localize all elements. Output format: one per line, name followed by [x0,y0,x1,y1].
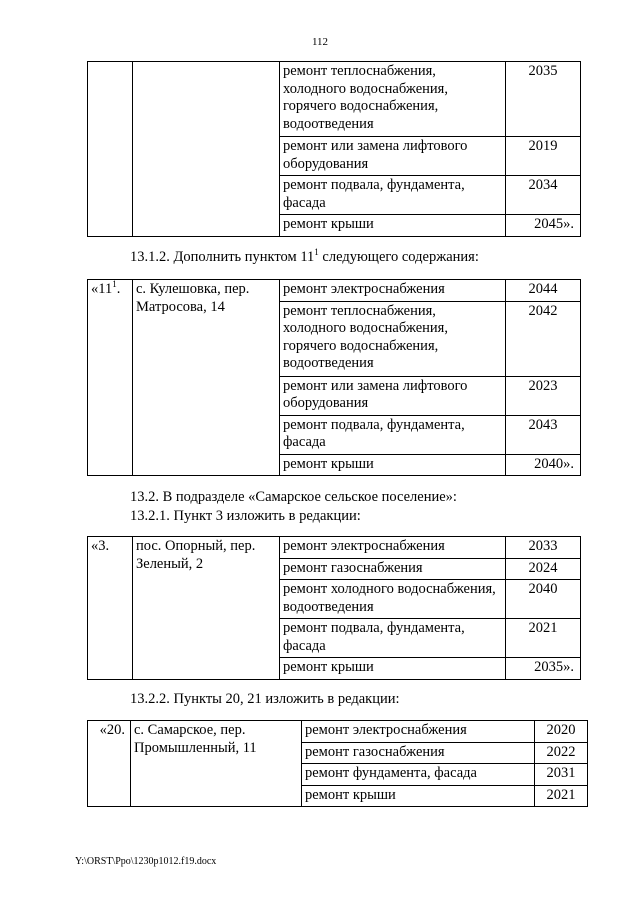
year-cell: 2043 [506,415,581,454]
year-cell: 2021 [535,785,588,807]
table-row [88,62,581,137]
table-row [88,537,581,559]
year-cell: 2040 [506,580,581,619]
num-cell: «20. [88,721,131,807]
year-cell: 2042 [506,301,581,376]
year-cell: 2044 [506,280,581,302]
table-row [88,280,581,302]
work-cell: ремонт теплоснабжения, холодного водоснабжения, горячего водоснабжения, водоотведения [280,62,506,137]
paragraph-13-1-2: 13.1.2. Дополнить пунктом $11^1$ следующего содержания: [130,247,479,265]
file-path-footer: Y:\ORST\Ppo\1230p1012.f19.docx [75,856,217,867]
year-cell: 2021 [506,619,581,658]
address-cell [133,62,280,237]
work-cell: ремонт подвала, фундамента, фасада [280,176,506,215]
work-cell: ремонт электроснабжения [280,280,506,302]
work-cell: ремонт или замена лифтового оборудования [280,376,506,415]
work-cell: ремонт подвала, фундамента, фасада [280,415,506,454]
paragraph-13-2-2: 13.2.2. Пункты 20, 21 изложить в редакции: [130,691,400,707]
address-cell: с. Кулешовка, пер. Матросова, 14 [133,280,280,476]
year-cell: 2045». [506,215,581,237]
paragraph-13-2-1: 13.2.1. Пункт 3 изложить в редакции: [130,508,361,524]
year-cell: 2040». [506,454,581,476]
work-cell: ремонт крыши [280,658,506,680]
work-cell: ремонт крыши [302,785,535,807]
table-continuation [87,61,581,237]
year-cell: 2031 [535,764,588,786]
year-cell: 2020 [535,721,588,743]
work-cell: ремонт крыши [280,454,506,476]
table-item-20 [87,720,588,807]
work-cell: ремонт крыши [280,215,506,237]
address-cell: пос. Опорный, пер. Зеленый, 2 [133,537,280,680]
table-item-3 [87,536,581,680]
work-cell: ремонт теплоснабжения, холодного водоснабжения, горячего водоснабжения, водоотведения [280,301,506,376]
work-cell: ремонт подвала, фундамента, фасада [280,619,506,658]
year-cell: 2022 [535,742,588,764]
page-number: 112 [311,36,329,48]
work-cell: ремонт холодного водоснабжения, водоотведения [280,580,506,619]
paragraph-13-2: 13.2. В подразделе «Самарское сельское поселение»: [130,489,457,505]
year-cell: 2035». [506,658,581,680]
num-cell: «$11^1$. [88,280,133,476]
work-cell: ремонт или замена лифтового оборудования [280,137,506,176]
year-cell: 2024 [506,558,581,580]
work-cell: ремонт газоснабжения [280,558,506,580]
work-cell: ремонт фундамента, фасада [302,764,535,786]
work-cell: ремонт электроснабжения [302,721,535,743]
table-row [88,721,588,743]
work-cell: ремонт электроснабжения [280,537,506,559]
num-cell: «3. [88,537,133,680]
work-cell: ремонт газоснабжения [302,742,535,764]
year-cell: 2023 [506,376,581,415]
num-cell [88,62,133,237]
year-cell: 2035 [506,62,581,137]
table-item-11-1 [87,279,581,476]
year-cell: 2034 [506,176,581,215]
year-cell: 2033 [506,537,581,559]
year-cell: 2019 [506,137,581,176]
address-cell: с. Самарское, пер. Промышленный, 11 [131,721,302,807]
